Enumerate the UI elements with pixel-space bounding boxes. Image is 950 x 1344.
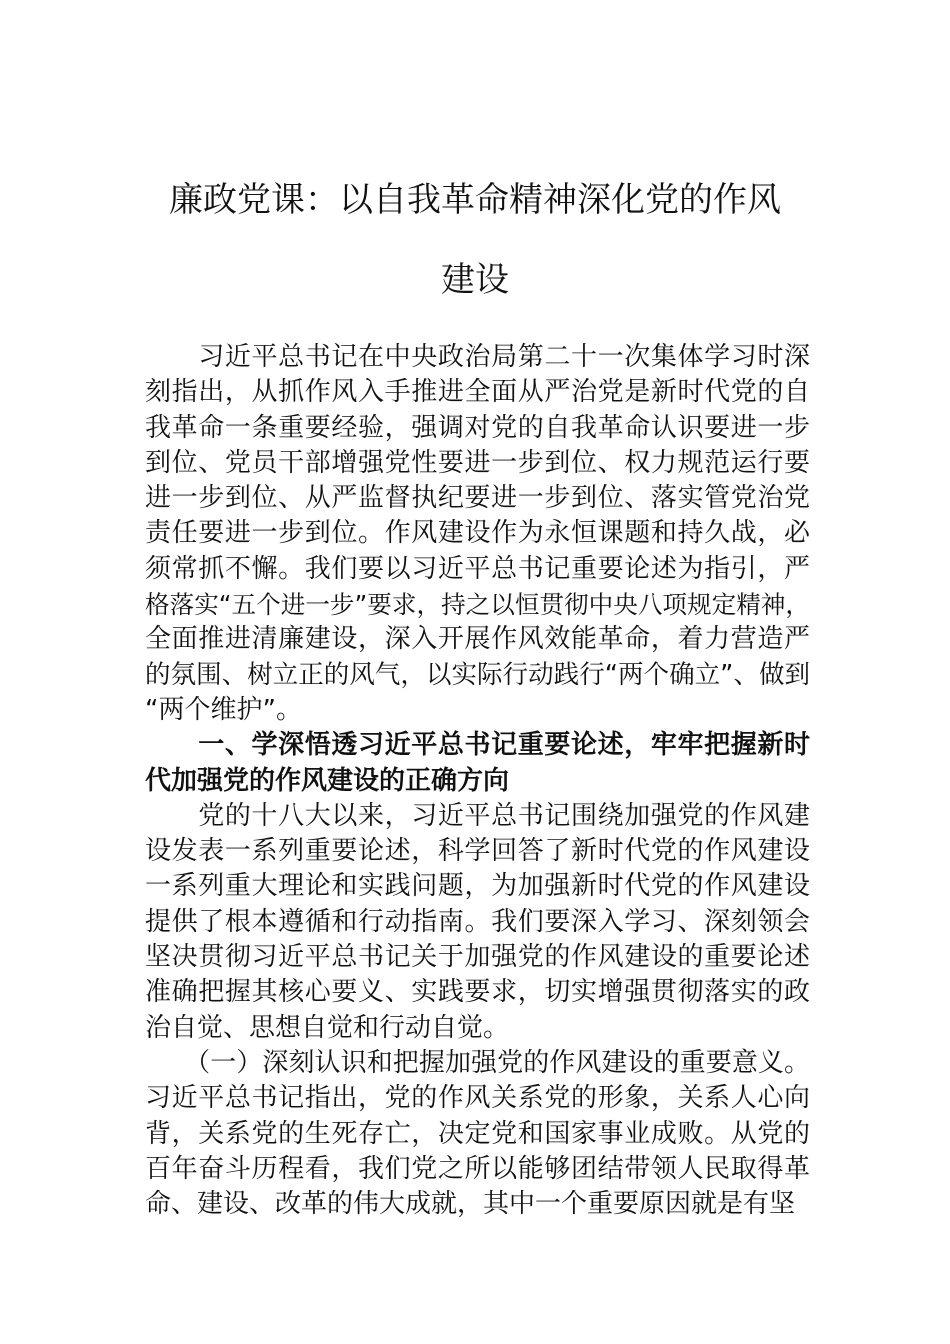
text-line: 命、建设、改革的伟大成就，其中一个重要原因就是有坚 bbox=[145, 1189, 796, 1220]
text-line: 我革命一条重要经验，强调对党的自我革命认识要进一步 bbox=[145, 412, 810, 443]
paragraph bbox=[145, 799, 810, 1046]
text-line: 责任要进一步到位。作风建设作为永恒课题和持久战，必 bbox=[145, 518, 810, 549]
text-line: 设发表一系列重要论述，科学回答了新时代党的作风建设 bbox=[145, 836, 810, 867]
text-line: 准确把握其核心要义、实践要求，切实增强贯彻落实的政 bbox=[145, 977, 810, 1008]
text-line: 提供了根本遵循和行动指南。我们要深入学习、深刻领会 bbox=[145, 906, 810, 937]
text-line: 治自觉、思想自觉和行动自觉。 bbox=[145, 1012, 510, 1043]
text-line: 坚决贯彻习近平总书记关于加强党的作风建设的重要论述 bbox=[145, 942, 810, 973]
title-line-2: 建设 bbox=[441, 260, 509, 300]
document-title bbox=[145, 160, 805, 320]
text-line: （一）深刻认识和把握加强党的作风建设的重要意义。 bbox=[145, 1047, 810, 1078]
text-line: 进一步到位、从严监督执纪要进一步到位、落实管党治党 bbox=[145, 483, 810, 514]
text-line: 党的十八大以来，习近平总书记围绕加强党的作风建 bbox=[145, 800, 810, 831]
text-line: 到位、党员干部增强党性要进一步到位、权力规范运行要 bbox=[145, 447, 810, 478]
text-line: 须常抓不懈。我们要以习近平总书记重要论述为指引，严 bbox=[145, 553, 810, 584]
paragraph bbox=[145, 1046, 810, 1222]
title-line-1: 廉政党课：以自我革命精神深化党的作风 bbox=[169, 180, 781, 220]
document-body bbox=[145, 340, 810, 1222]
text-line: 百年奋斗历程看，我们党之所以能够团结带领人民取得革 bbox=[145, 1153, 810, 1184]
section-heading bbox=[145, 728, 810, 799]
paragraph bbox=[145, 340, 810, 728]
text-line: 习近平总书记指出，党的作风关系党的形象，关系人心向 bbox=[145, 1083, 810, 1114]
text-line: 格落实“五个进一步”要求，持之以恒贯彻中央八项规定精神， bbox=[145, 590, 810, 620]
text-line: “两个维护”。 bbox=[145, 694, 302, 725]
text-line: 的氛围、树立正的风气，以实际行动践行“两个确立”、做到 bbox=[145, 659, 810, 690]
text-line: 代加强党的作风建设的正确方向 bbox=[145, 765, 510, 796]
text-line: 背，关系党的生死存亡，决定党和国家事业成败。从党的 bbox=[145, 1118, 810, 1149]
text-line: 全面推进清廉建设，深入开展作风效能革命，着力营造严 bbox=[145, 624, 810, 655]
text-line: 一系列重大理论和实践问题，为加强新时代党的作风建设 bbox=[145, 871, 810, 902]
text-line: 一、学深悟透习近平总书记重要论述，牢牢把握新时 bbox=[145, 730, 810, 761]
text-line: 习近平总书记在中央政治局第二十一次集体学习时深 bbox=[145, 342, 810, 372]
text-line: 刻指出，从抓作风入手推进全面从严治党是新时代党的自 bbox=[145, 377, 810, 408]
